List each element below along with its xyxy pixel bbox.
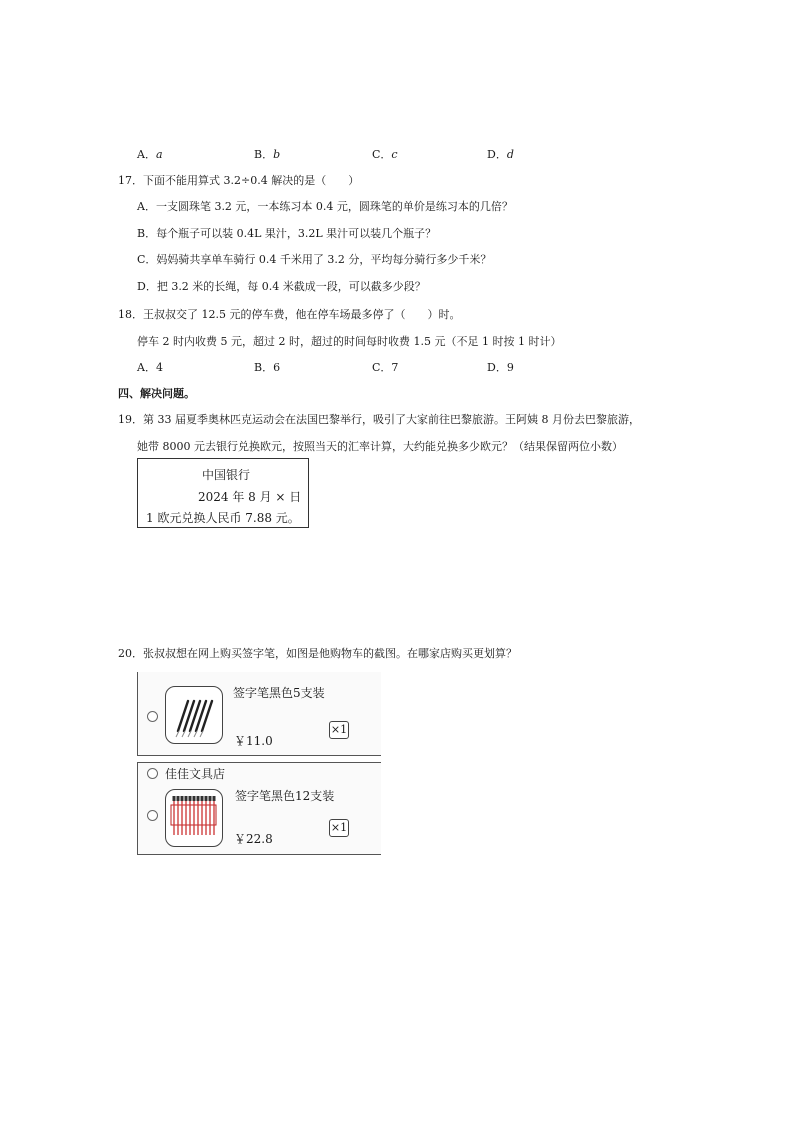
q18-option-b: B．6 — [254, 361, 281, 374]
option-value: b — [273, 148, 281, 161]
product-price: ￥22.8 — [234, 832, 273, 846]
quantity-badge[interactable]: ×1 — [329, 721, 349, 739]
option-letter: A． — [137, 148, 156, 161]
product-name: 签字笔黑色5支装 — [233, 686, 325, 700]
q18-option-c: C．7 — [372, 361, 399, 374]
option-value: c — [391, 148, 398, 161]
option-letter: B． — [254, 148, 274, 161]
q17-option-b: B．每个瓶子可以装 0.4L 果汁，3.2L 果汁可以装几个瓶子？ — [137, 227, 437, 240]
select-radio[interactable] — [147, 810, 158, 821]
q17-option-d: D．把 3.2 米的长绳，每 0.4 米截成一段，可以截多少段？ — [137, 280, 426, 293]
select-radio[interactable] — [147, 711, 158, 722]
pen-pack-12-image — [165, 789, 223, 847]
shop-name: 佳佳文具店 — [165, 767, 226, 781]
q19-line1: 19．第 33 届夏季奥林匹克运动会在法国巴黎举行，吸引了大家前往巴黎旅游。王阿姨 8 月份去巴黎旅游， — [118, 413, 640, 426]
q18-rule: 停车 2 时内收费 5 元，超过 2 时，超过的时间每时收费 1.5 元（不足 1 时按 1 时计） — [137, 335, 562, 348]
q16-option-b — [254, 146, 280, 162]
bank-notice — [137, 458, 309, 528]
pen-icon — [166, 687, 221, 742]
q17-stem: 17．下面不能用算式 3.2÷0.4 解决的是（ ） — [118, 174, 360, 187]
q19-line2: 她带 8000 元去银行兑换欧元，按照当天的汇率计算，大约能兑换多少欧元？（结果保留两位小数） — [137, 440, 623, 453]
q16-option-d — [487, 146, 514, 162]
q20-stem: 20．张叔叔想在网上购买签字笔，如图是他购物车的截图。在哪家店购买更划算？ — [118, 647, 517, 660]
cart-item-2 — [137, 762, 381, 855]
q18-option-d: D．9 — [487, 361, 514, 374]
q18-option-a: A．4 — [137, 361, 163, 374]
bank-name: 中国银行 — [202, 468, 251, 482]
option-value: a — [155, 148, 163, 161]
q18-stem: 18．王叔叔交了 12.5 元的停车费，他在停车场最多停了（ ）时。 — [118, 308, 461, 321]
q17-option-c: C．妈妈骑共享单车骑行 0.4 千米用了 3.2 分，平均每分骑行多少千米？ — [137, 253, 492, 266]
q17-option-a: A．一支圆珠笔 3.2 元，一本练习本 0.4 元，圆珠笔的单价是练习本的几倍？ — [137, 200, 513, 213]
option-letter: C． — [372, 148, 392, 161]
cart-item-1 — [137, 672, 381, 756]
q16-option-c — [372, 146, 398, 162]
pen-icon — [166, 790, 221, 845]
section-heading: 四、解决问题。 — [118, 387, 195, 400]
pen-pack-5-image — [165, 686, 223, 744]
option-value: d — [506, 148, 514, 161]
product-price: ￥11.0 — [234, 734, 273, 748]
bank-date: 2024 年 8 月 × 日 — [198, 490, 302, 504]
option-letter: D． — [487, 148, 507, 161]
quantity-badge[interactable]: ×1 — [329, 819, 349, 837]
q16-option-a — [137, 146, 163, 162]
product-name: 签字笔黑色12支装 — [235, 789, 335, 803]
bank-rate: 1 欧元兑换人民币 7.88 元。 — [146, 511, 300, 525]
shop-select-radio[interactable] — [147, 768, 158, 779]
